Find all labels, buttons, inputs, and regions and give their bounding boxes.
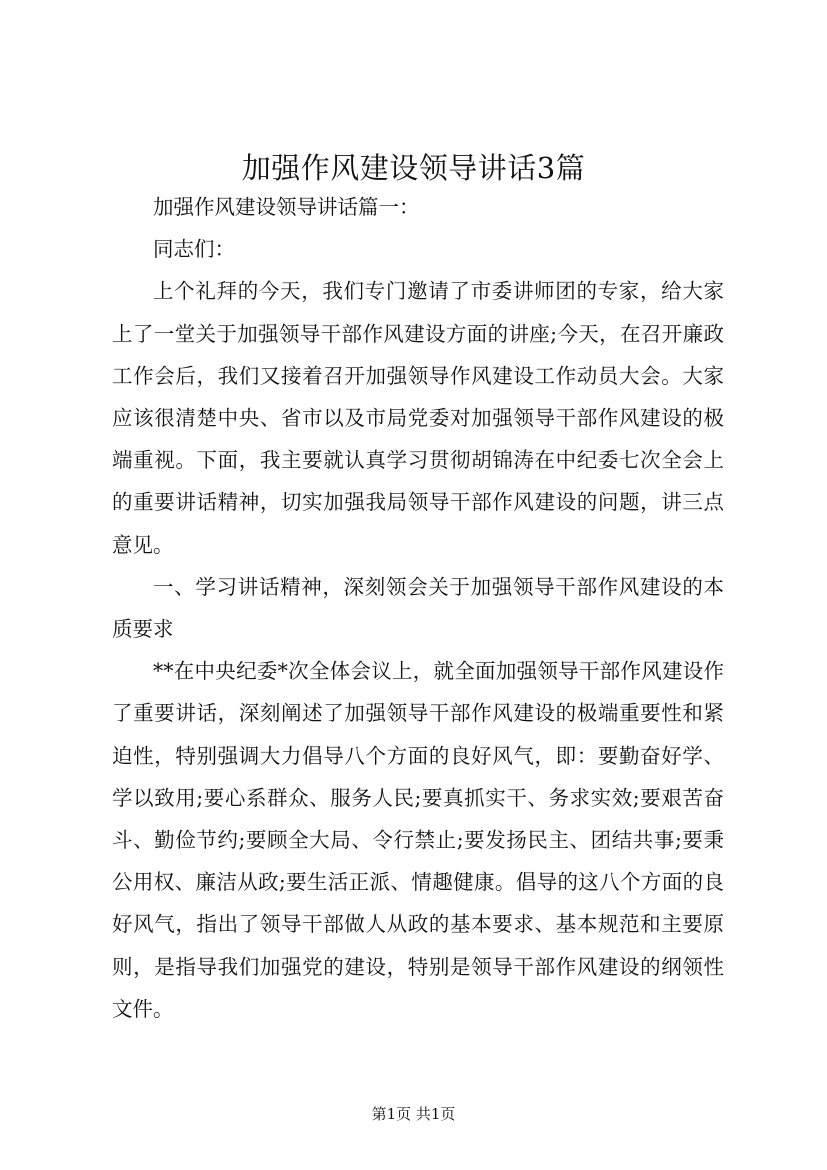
section-point-1: 一、学习讲话精神，深刻领会关于加强领导干部作风建设的本质要求 (112, 574, 724, 642)
salutation: 同志们： (153, 237, 235, 262)
page-footer: 第1页 共1页 (371, 1105, 456, 1123)
document-title: 加强作风建设领导讲话3篇 (241, 151, 586, 185)
section-heading-1: 加强作风建设领导讲话篇一： (153, 195, 420, 219)
paragraph-body: **在中央纪委*次全体会议上，就全面加强领导干部作风建设作了重要讲话，深刻阐述了加强领导干部作风建设的极端重要性和紧迫性，特别强调大力倡导八个方面的良好风气，即：要勤奋好学、学以致用;要心系群众、服务人民;要真抓实干、务求实效;要艰苦奋斗、勤俭节约;要顾全大局、令行禁止;要发扬民主、团结共事;要秉公用权、廉洁从政;要生活正派、情趣健康。倡导的这八个方面的良好风气，指出了领导干部做人从政的基本要求、基本规范和主要原则，是指导我们加强党的建设，特别是领导干部作风建设的纲领性文件。 (112, 659, 724, 1021)
document-body (112, 186, 724, 1030)
paragraph-intro: 上个礼拜的今天，我们专门邀请了市委讲师团的专家，给大家上了一堂关于加强领导干部作风建设方面的讲座;今天，在召开廉政工作会后，我们又接着召开加强领导作风建设工作动员大会。大家应该很清楚中央、省市以及市局党委对加强领导干部作风建设的极端重视。下面，我主要就认真学习贯彻胡锦涛在中纪委七次全会上的重要讲话精神，切实加强我局领导干部作风建设的问题，讲三点意见。 (112, 279, 724, 557)
